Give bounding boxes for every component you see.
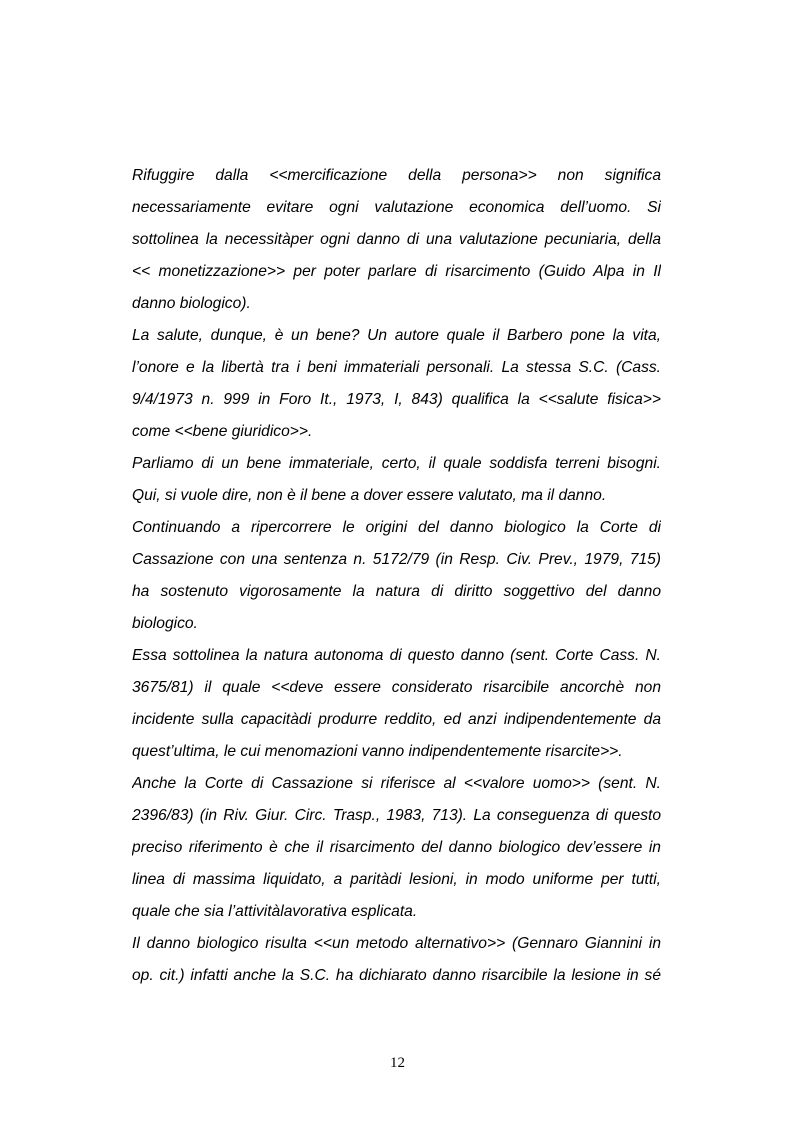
text-line: incidente sulla capacitàdi produrre reddito, ed anzi indipendentemente da [132, 711, 661, 728]
text-line: quest’ultima, le cui menomazioni vanno indipendentemente risarcite>>. [132, 743, 623, 760]
text-line: l’onore e la libertà tra i beni immateriali personali. La stessa S.C. (Cass. [132, 359, 661, 376]
text-line: << monetizzazione>> per poter parlare di risarcimento (Guido Alpa in Il [132, 263, 661, 280]
paragraph-origini [132, 512, 661, 640]
text-line: necessariamente evitare ogni valutazione economica dell’uomo. Si [132, 199, 661, 216]
text-line: linea di massima liquidato, a paritàdi lesioni, in modo uniforme per tutti, [132, 871, 661, 888]
text-line: Il danno biologico risulta <<un metodo alternativo>> (Gennaro Giannini in [132, 935, 661, 952]
paragraph-salute-bene [132, 320, 661, 448]
page-number: 12 [390, 1055, 405, 1071]
text-line: 2396/83) (in Riv. Giur. Circ. Trasp., 1983, 713). La conseguenza di questo [132, 807, 661, 824]
text-line: Cassazione con una sentenza n. 5172/79 (in Resp. Civ. Prev., 1979, 715) [132, 551, 661, 568]
paragraph-metodo-alternativo [132, 928, 661, 992]
text-line: 9/4/1973 n. 999 in Foro It., 1973, I, 843) qualifica la <<salute fisica>> [132, 391, 661, 408]
text-line: quale che sia l’attivitàlavorativa esplicata. [132, 903, 418, 920]
body-text [132, 160, 661, 992]
text-line: Qui, si vuole dire, non è il bene a dover essere valutato, ma il danno. [132, 487, 607, 504]
text-line: Essa sottolinea la natura autonoma di questo danno (sent. Corte Cass. N. [132, 647, 661, 664]
text-line: Rifuggire dalla <<mercificazione della persona>> non significa [132, 167, 661, 184]
text-line: sottolinea la necessitàper ogni danno di una valutazione pecuniaria, della [132, 231, 661, 248]
paragraph-mercificazione [132, 160, 661, 320]
text-line: come <<bene giuridico>>. [132, 423, 313, 440]
text-line: Parliamo di un bene immateriale, certo, il quale soddisfa terreni bisogni. [132, 455, 661, 472]
text-line: Continuando a ripercorrere le origini del danno biologico la Corte di [132, 519, 661, 536]
text-line: Anche la Corte di Cassazione si riferisce al <<valore uomo>> (sent. N. [132, 775, 661, 792]
text-line: La salute, dunque, è un bene? Un autore quale il Barbero pone la vita, [132, 327, 661, 344]
text-line: ha sostenuto vigorosamente la natura di diritto soggettivo del danno [132, 583, 661, 600]
text-line: preciso riferimento è che il risarcimento del danno biologico dev’essere in [132, 839, 661, 856]
paragraph-valore-uomo [132, 768, 661, 928]
text-line: danno biologico). [132, 295, 251, 312]
text-line: biologico. [132, 615, 198, 632]
text-line: op. cit.) infatti anche la S.C. ha dichiarato danno risarcibile la lesione in sé [132, 967, 661, 984]
text-line: 3675/81) il quale <<deve essere considerato risarcibile ancorchè non [132, 679, 661, 696]
paragraph-natura-autonoma [132, 640, 661, 768]
paragraph-bene-immateriale [132, 448, 661, 512]
